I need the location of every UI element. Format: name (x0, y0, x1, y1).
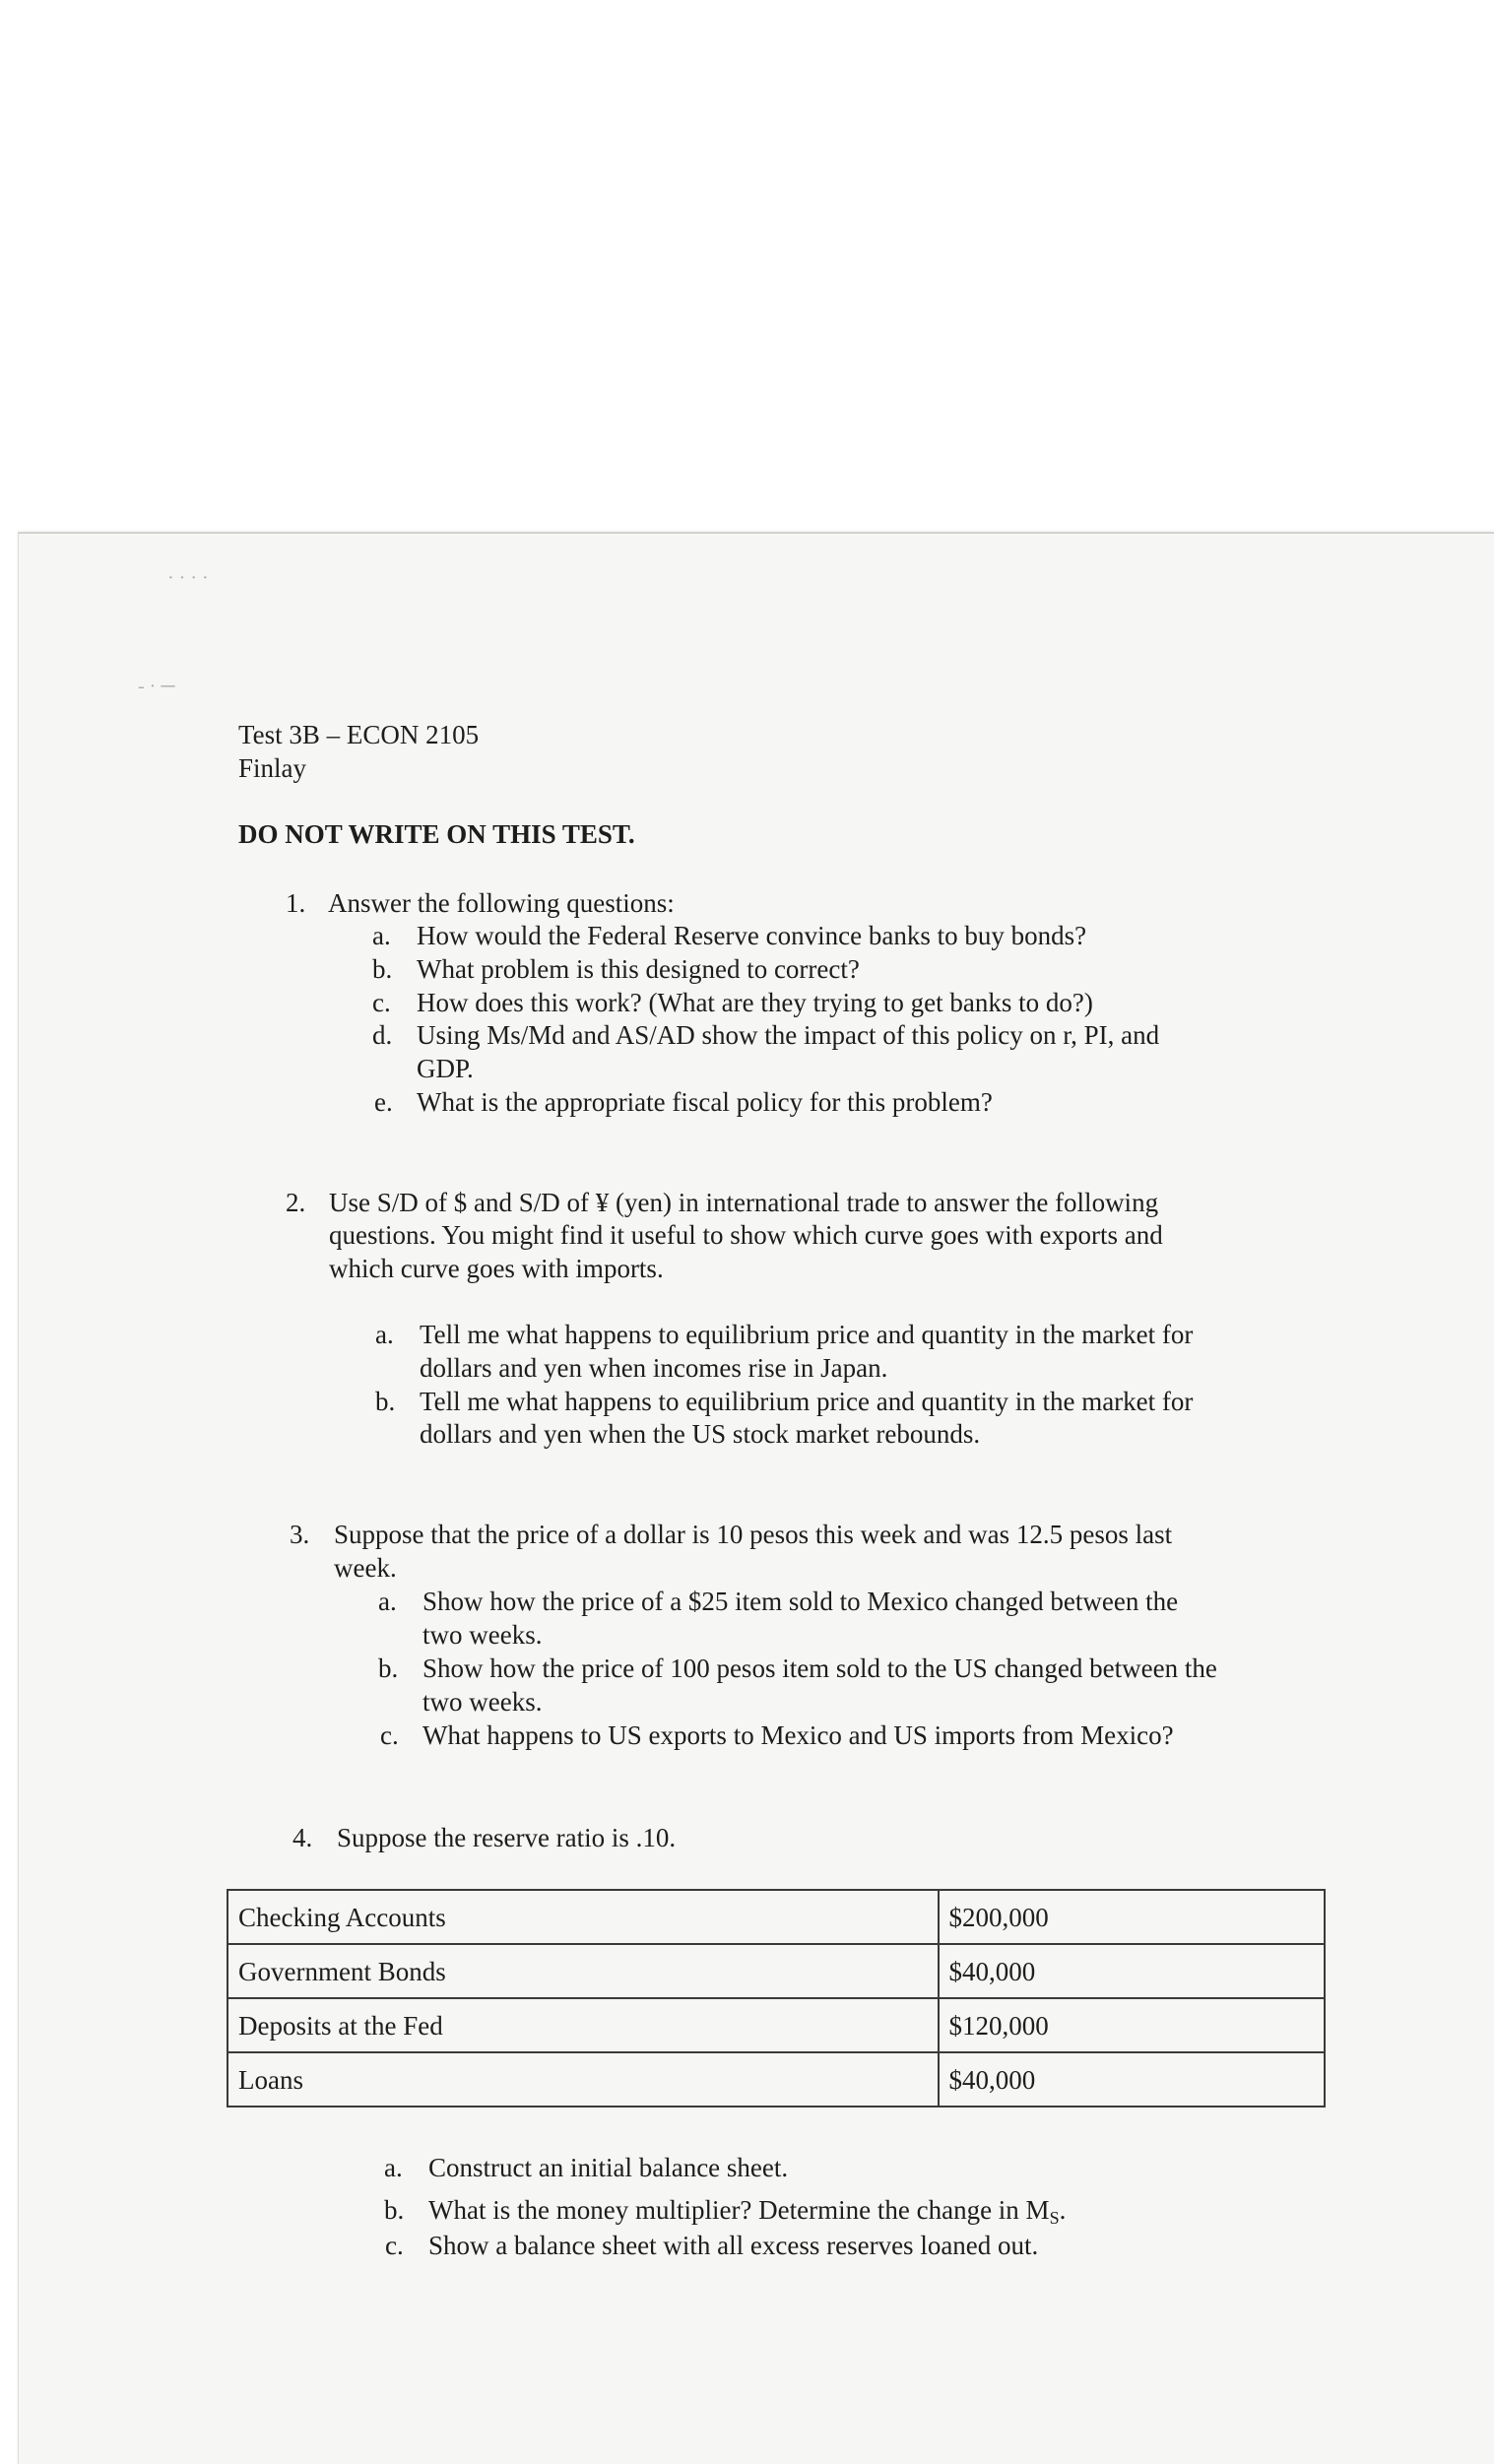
part-marker: a. (375, 1320, 394, 1349)
question-number: 4. (292, 1823, 313, 1852)
part-marker: e. (374, 1087, 393, 1117)
account-value: $40,000 (939, 2052, 1325, 2107)
part-text: Show how the price of 100 pesos item sold to the US changed between the (422, 1653, 1217, 1683)
part-text: How does this work? (What are they trying to get banks to do?) (417, 988, 1093, 1017)
part-text: Using Ms/Md and AS/AD show the impact of this policy on r, PI, and (417, 1020, 1160, 1050)
part-text-continued: dollars and yen when the US stock market rebounds. (420, 1419, 981, 1449)
part-marker: a. (384, 2153, 403, 2182)
question-number: 2. (286, 1188, 306, 1217)
account-value: $120,000 (939, 1998, 1325, 2052)
question-text: Suppose the reserve ratio is .10. (337, 1823, 677, 1852)
part-text: How would the Federal Reserve convince banks to buy bonds? (417, 921, 1087, 950)
part-marker: b. (384, 2195, 405, 2225)
part-marker: b. (372, 954, 393, 984)
question-number: 3. (290, 1520, 310, 1549)
part-text-continued: two weeks. (422, 1620, 543, 1650)
part-text: Tell me what happens to equilibrium price and quantity in the market for (420, 1387, 1194, 1416)
question-text: Suppose that the price of a dollar is 10 pesos this week and was 12.5 pesos last (334, 1520, 1173, 1549)
part-text: What is the appropriate fiscal policy for this problem? (417, 1087, 993, 1117)
test-warning: DO NOT WRITE ON THIS TEST. (238, 819, 635, 849)
part-marker: c. (372, 988, 391, 1017)
part-text (428, 2193, 1066, 2227)
table-row (227, 1998, 1325, 2052)
part-text: What problem is this designed to correct? (417, 954, 860, 984)
scan-mark: - · ─ (138, 676, 175, 697)
account-value: $200,000 (939, 1890, 1325, 1944)
part-marker: b. (375, 1387, 396, 1416)
part-text: Show how the price of a $25 item sold to Mexico changed between the (422, 1587, 1179, 1616)
course-title: Test 3B – ECON 2105 (238, 720, 480, 749)
part-text: Tell me what happens to equilibrium price and quantity in the market for (420, 1320, 1194, 1349)
account-label: Government Bonds (227, 1944, 939, 1998)
part-marker: d. (372, 1020, 393, 1050)
part-text: Construct an initial balance sheet. (428, 2153, 789, 2182)
part-marker: a. (378, 1587, 397, 1616)
part-marker: b. (378, 1653, 399, 1683)
part-marker: a. (372, 921, 391, 950)
table-row (227, 1890, 1325, 1944)
part-text: What happens to US exports to Mexico and US imports from Mexico? (422, 1720, 1174, 1750)
question-number: 1. (286, 888, 306, 918)
part-marker: c. (385, 2231, 404, 2260)
table-row (227, 2052, 1325, 2107)
money-supply-subscript: S (1049, 2208, 1060, 2228)
account-label: Loans (227, 2052, 939, 2107)
bank-accounts-table (227, 1889, 1326, 2107)
part-text-continued: dollars and yen when incomes rise in Japan. (420, 1353, 888, 1383)
part-text-continued: two weeks. (422, 1687, 543, 1717)
account-value: $40,000 (939, 1944, 1325, 1998)
part-marker: c. (380, 1720, 399, 1750)
table-row (227, 1944, 1325, 1998)
question-text: Use S/D of $ and S/D of ¥ (yen) in international trade to answer the following (329, 1188, 1159, 1217)
question-text-continued: week. (334, 1553, 397, 1583)
account-label: Deposits at the Fed (227, 1998, 939, 2052)
part-text-continued: GDP. (417, 1054, 474, 1083)
question-text: Answer the following questions: (328, 888, 675, 918)
part-text-suffix: . (1059, 2195, 1067, 2225)
part-text-main: What is the money multiplier? Determine the change in M (428, 2195, 1050, 2225)
question-text-continued: questions. You might find it useful to show which curve goes with exports and (329, 1220, 1163, 1250)
account-label: Checking Accounts (227, 1890, 939, 1944)
part-text: Show a balance sheet with all excess reserves loaned out. (428, 2231, 1039, 2260)
instructor-name: Finlay (238, 753, 307, 783)
question-text-continued: which curve goes with imports. (329, 1254, 664, 1283)
scan-mark: · · · · (167, 567, 209, 589)
